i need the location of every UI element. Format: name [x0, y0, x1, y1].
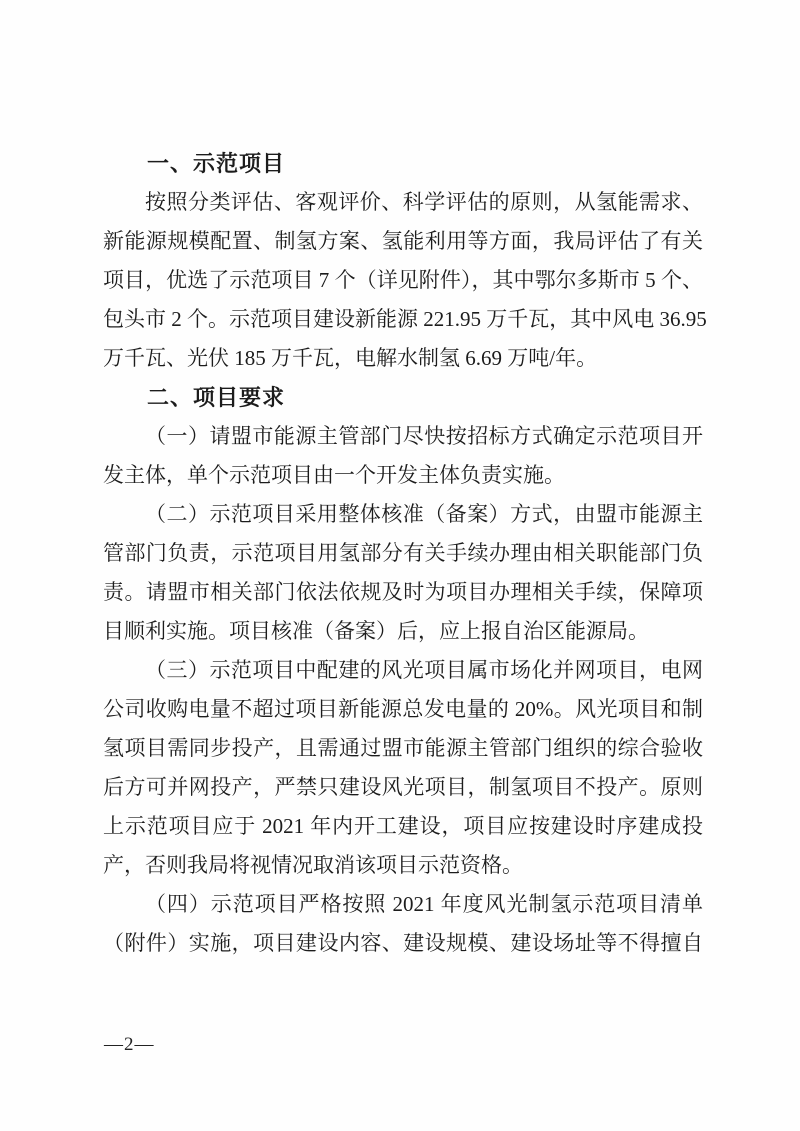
text-line: 按照分类评估、客观评价、科学评估的原则，从氢能需求、: [145, 190, 703, 214]
text-line: 公司收购电量不超过项目新能源总发电量的 20%。风光项目和制: [103, 697, 703, 721]
text-line: 后方可并网投产，严禁只建设风光项目，制氢项目不投产。原则: [103, 775, 703, 799]
text-line: （附件）实施，项目建设内容、建设规模、建设场址等不得擅自: [103, 931, 703, 955]
text-line: 发主体，单个示范项目由一个开发主体负责实施。: [103, 463, 565, 487]
text-line: 上示范项目应于 2021 年内开工建设，项目应按建设时序建成投: [103, 814, 703, 838]
section-1: [103, 144, 703, 183]
paragraph-3: [103, 495, 703, 651]
text-line: 产，否则我局将视情况取消该项目示范资格。: [103, 853, 523, 877]
document-body: [103, 144, 707, 963]
paragraph-1: [103, 183, 707, 378]
text-line: （四）示范项目严格按照 2021 年度风光制氢示范项目清单: [145, 892, 703, 916]
text-line: 包头市 2 个。示范项目建设新能源 221.95 万千瓦，其中风电 36.95: [103, 307, 707, 331]
section-heading-1: 一、示范项目: [147, 151, 286, 176]
text-line: 项目，优选了示范项目 7 个（详见附件），其中鄂尔多斯市 5 个、: [103, 268, 703, 292]
text-line: 目顺利实施。项目核准（备案）后，应上报自治区能源局。: [103, 619, 649, 643]
text-line: （三）示范项目中配建的风光项目属市场化并网项目，电网: [145, 658, 703, 682]
text-line: 管部门负责，示范项目用氢部分有关手续办理由相关职能部门负: [103, 541, 703, 565]
text-line: （一）请盟市能源主管部门尽快按招标方式确定示范项目开: [145, 424, 703, 448]
paragraph-4: [103, 651, 703, 885]
text-line: 新能源规模配置、制氢方案、氢能利用等方面，我局评估了有关: [103, 229, 703, 253]
paragraph-5: [103, 885, 703, 963]
paragraph-2: [103, 417, 703, 495]
text-line: （二）示范项目采用整体核准（备案）方式，由盟市能源主: [145, 502, 703, 526]
section-heading-2: 二、项目要求: [147, 385, 286, 410]
text-line: 氢项目需同步投产，且需通过盟市能源主管部门组织的综合验收: [103, 736, 703, 760]
text-line: 万千瓦、光伏 185 万千瓦，电解水制氢 6.69 万吨/年。: [103, 346, 598, 370]
text-line: 责。请盟市相关部门依法依规及时为项目办理相关手续，保障项: [103, 580, 703, 604]
page-number: —2—: [104, 1034, 155, 1055]
section-2: [103, 378, 703, 417]
